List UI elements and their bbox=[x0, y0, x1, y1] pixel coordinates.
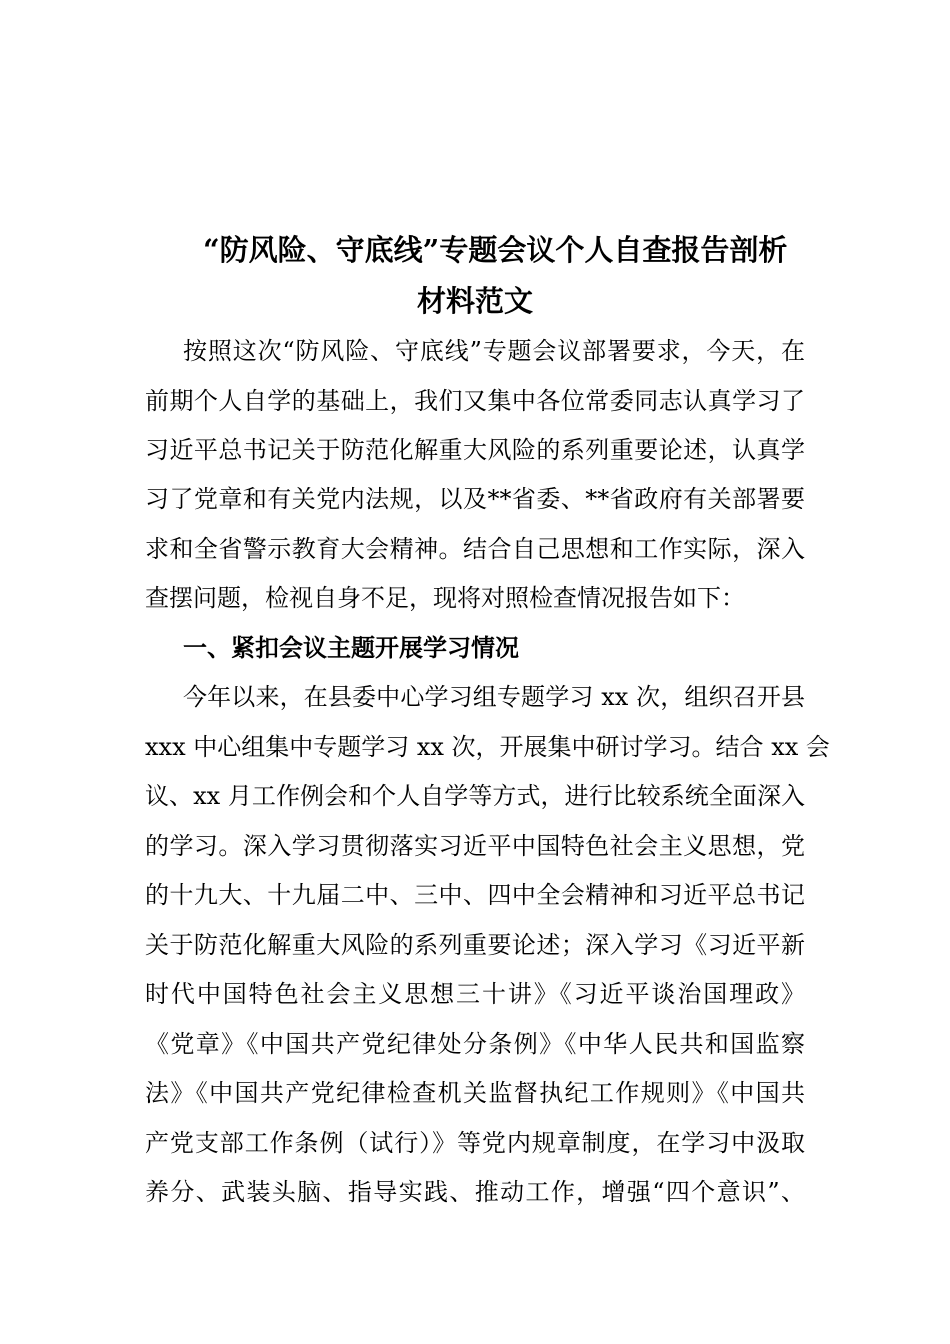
section-1-line-10: 产党支部工作条例（试行）》等党内规章制度，在学习中汲取 bbox=[145, 1129, 805, 1157]
section-1-line-11: 养分、武装头脑、指导实践、推动工作，增强“四个意识”、 bbox=[145, 1178, 805, 1206]
section-1-line-5: 的十九大、十九届二中、三中、四中全会精神和习近平总书记 bbox=[145, 881, 805, 909]
section-1-line-4: 的学习。深入学习贯彻落实习近平中国特色社会主义思想，党 bbox=[145, 832, 805, 860]
section-1-line-9: 法》《中国共产党纪律检查机关监督执纪工作规则》《中国共 bbox=[145, 1079, 805, 1107]
section-1-line-3: 议、xx 月工作例会和个人自学等方式，进行比较系统全面深入 bbox=[145, 782, 805, 810]
intro-line-6: 查摆问题，检视自身不足，现将对照检查情况报告如下： bbox=[145, 584, 745, 612]
section-1-line-7: 时代中国特色社会主义思想三十讲》《习近平谈治国理政》 bbox=[145, 980, 805, 1008]
section-1-line-6: 关于防范化解重大风险的系列重要论述；深入学习《习近平新 bbox=[145, 931, 805, 959]
intro-line-2: 前期个人自学的基础上，我们又集中各位常委同志认真学习了 bbox=[145, 387, 805, 415]
intro-line-1: 按照这次“防风险、守底线”专题会议部署要求，今天，在 bbox=[183, 337, 805, 365]
section-1-line-8: 《党章》《中国共产党纪律处分条例》《中华人民共和国监察 bbox=[145, 1030, 805, 1058]
document-title-line-1: “防风险、守底线”专题会议个人自查报告剖析 bbox=[203, 233, 788, 267]
intro-line-5: 求和全省警示教育大会精神。结合自己思想和工作实际，深入 bbox=[145, 535, 805, 563]
intro-line-3: 习近平总书记关于防范化解重大风险的系列重要论述，认真学 bbox=[145, 436, 805, 464]
document-title-line-2: 材料范文 bbox=[416, 284, 533, 318]
section-1-line-1: 今年以来，在县委中心学习组专题学习 xx 次，组织召开县 bbox=[183, 683, 805, 711]
section-1-heading: 一、紧扣会议主题开展学习情况 bbox=[183, 633, 519, 662]
section-1-line-2: xxx 中心组集中专题学习 xx 次，开展集中研讨学习。结合 xx 会 bbox=[145, 733, 830, 761]
intro-line-4: 习了党章和有关党内法规，以及**省委、**省政府有关部署要 bbox=[145, 485, 805, 513]
